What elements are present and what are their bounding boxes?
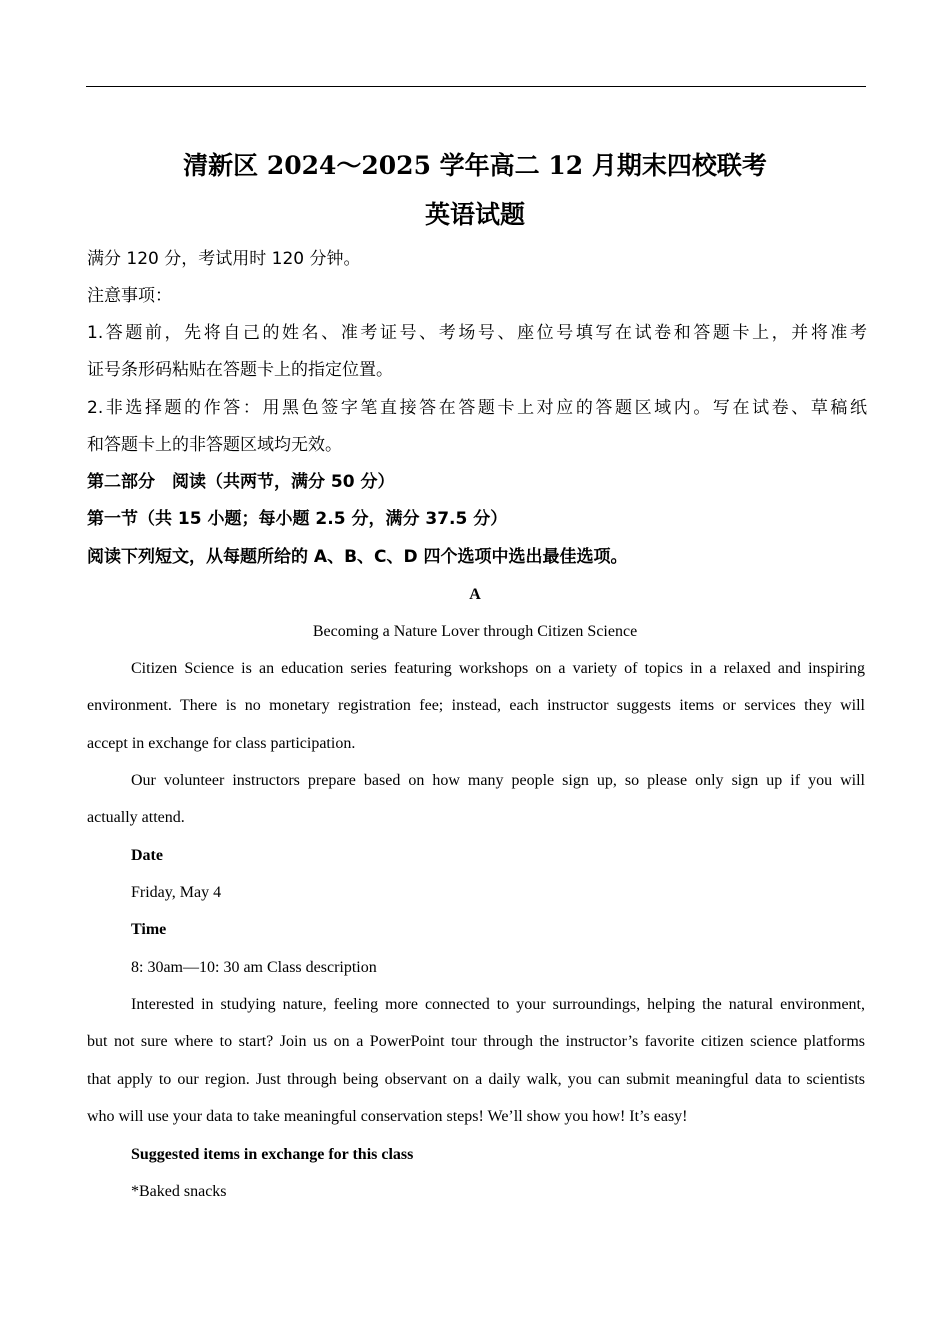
suggested-items-label: Suggested items in exchange for this class xyxy=(131,1146,414,1163)
paragraph-1-line-1: Citizen Science is an education series featuring workshops on a variety of topics in a relaxed and inspiring xyxy=(131,660,865,677)
part-heading: 第二部分 阅读（共两节，满分 50 分） xyxy=(87,472,395,492)
paragraph-3-line-1: Interested in studying nature, feeling more connected to your surroundings, helping the natural environment, xyxy=(131,996,865,1013)
notice-item-1-line-2: 证号条形码粘贴在答题卡上的指定位置。 xyxy=(87,360,393,380)
notice-heading: 注意事项： xyxy=(87,286,172,306)
exam-subtitle: 英语试题 xyxy=(424,200,525,229)
passage-label: A xyxy=(469,586,481,603)
header-rule xyxy=(86,86,866,87)
paragraph-2-line-2: actually attend. xyxy=(87,809,185,826)
section-heading: 第一节（共 15 小题；每小题 2.5 分，满分 37.5 分） xyxy=(87,509,508,529)
exam-title: 清新区 2024～2025 学年高二 12 月期末四校联考 xyxy=(183,151,767,180)
paragraph-2-line-1: Our volunteer instructors prepare based on how many people sign up, so please only sign up if you will xyxy=(131,772,865,789)
notice-item-1-line-1: 1.答题前，先将自己的姓名、准考证号、考场号、座位号填写在试卷和答题卡上，并将准考 xyxy=(87,323,867,343)
score-line: 满分 120 分，考试用时 120 分钟。 xyxy=(87,249,361,269)
paragraph-1-line-3: accept in exchange for class participation. xyxy=(87,735,356,752)
date-label: Date xyxy=(131,847,163,864)
paragraph-1-line-2: environment. There is no monetary registration fee; instead, each instructor suggests items or services they will xyxy=(87,697,865,714)
time-value: 8: 30am—10: 30 am Class description xyxy=(131,959,377,976)
paragraph-3-line-2: but not sure where to start? Join us on a PowerPoint tour through the instructor’s favorite citizen science platforms xyxy=(87,1033,865,1050)
date-value: Friday, May 4 xyxy=(131,884,222,901)
suggested-item-baked-snacks: *Baked snacks xyxy=(131,1183,227,1200)
time-label: Time xyxy=(131,921,167,938)
notice-item-2-line-1: 2.非选择题的作答：用黑色签字笔直接答在答题卡上对应的答题区域内。写在试卷、草稿纸 xyxy=(87,398,867,418)
paragraph-3-line-3: that apply to our region. Just through being observant on a daily walk, you can submit meaningful data to scientists xyxy=(87,1071,865,1088)
paragraph-3-line-4: who will use your data to take meaningful conservation steps! We’ll show you how! It’s easy! xyxy=(87,1108,688,1125)
passage-title: Becoming a Nature Lover through Citizen Science xyxy=(312,623,638,640)
notice-item-2-line-2: 和答题卡上的非答题区域均无效。 xyxy=(87,435,342,455)
directions: 阅读下列短文，从每题所给的 A、B、C、D 四个选项中选出最佳选项。 xyxy=(87,547,628,567)
